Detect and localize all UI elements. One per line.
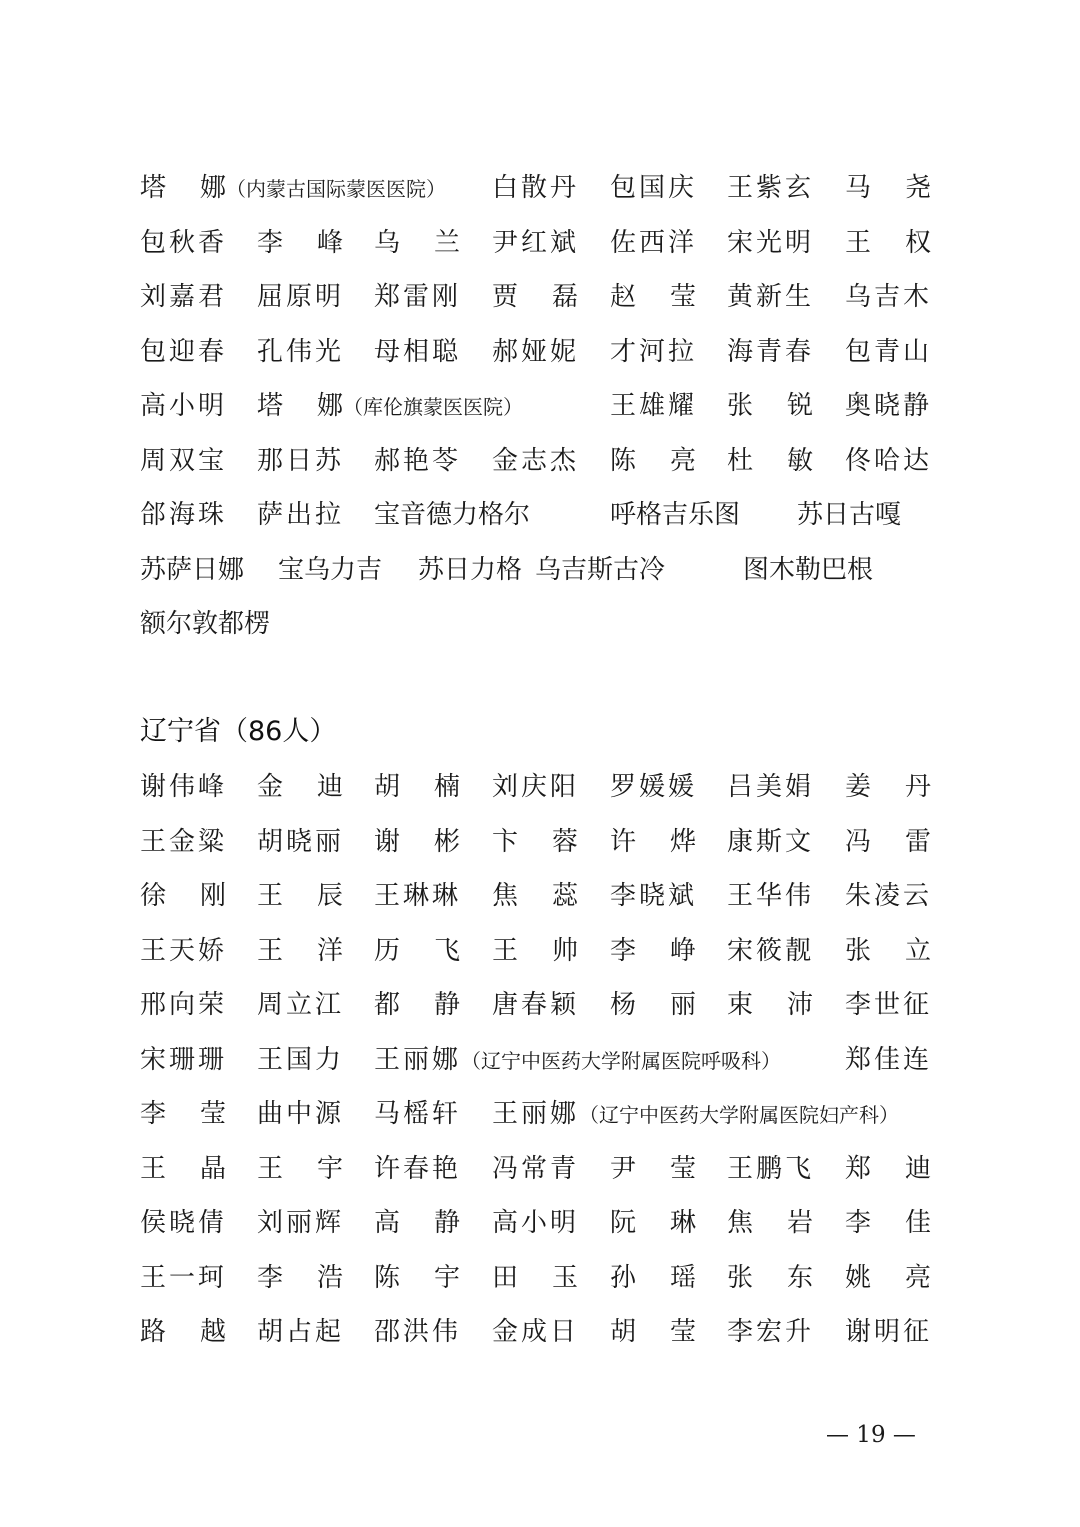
person-name-text: 路 越 (140, 1317, 226, 1347)
person-name (257, 1094, 344, 1134)
person-name-text: 金成日 (492, 1317, 580, 1347)
person-name (374, 985, 460, 1025)
person-name (727, 441, 813, 481)
person-name-text: 尹红斌 (492, 227, 580, 258)
person-name (610, 168, 697, 208)
person-name (727, 1149, 814, 1189)
person-name (727, 931, 814, 971)
person-name (140, 1203, 227, 1243)
person-name (492, 441, 579, 481)
person-name-text: 王 晶 (140, 1153, 226, 1184)
person-name-text: 包青山 (845, 336, 933, 367)
person-name-text: 李 峥 (610, 935, 696, 966)
person-name (257, 386, 523, 427)
person-name (845, 1258, 931, 1298)
person-name (257, 1203, 344, 1243)
person-name-text: 王 洋 (257, 935, 343, 966)
person-name-text: 郑雷刚 (374, 282, 462, 312)
person-name-text: 尹 莹 (610, 1153, 696, 1184)
person-name (492, 277, 578, 317)
person-name-text: 朱凌云 (845, 881, 933, 911)
person-name-text: 王丽娜 (374, 1044, 462, 1075)
person-name-text: 杨 丽 (610, 990, 696, 1020)
person-name (140, 386, 227, 426)
person-name-text: 杜 敏 (727, 445, 813, 476)
person-name (727, 1312, 814, 1352)
person-name (492, 822, 578, 862)
person-name-text: 王华伟 (727, 881, 815, 911)
affiliation-note: （库伦旗蒙医医院） (343, 395, 523, 419)
person-name (492, 876, 578, 916)
person-name-text: 乌吉木 (845, 282, 933, 312)
person-name-text: 包秋香 (140, 227, 228, 258)
person-name (492, 1312, 579, 1352)
person-name (610, 767, 697, 807)
person-name (257, 767, 343, 807)
person-name (610, 985, 696, 1025)
person-name (610, 441, 696, 481)
person-name-text: 郑 迪 (845, 1153, 931, 1184)
person-name-text: 黄新生 (727, 282, 815, 312)
person-name (140, 767, 227, 807)
person-name (727, 822, 814, 862)
person-name-text: 包迎春 (140, 336, 228, 367)
person-name (257, 1040, 344, 1080)
person-name (492, 223, 579, 263)
person-name (140, 931, 227, 971)
person-name-text: 金志杰 (492, 445, 580, 476)
person-name-text: 李宏升 (727, 1317, 815, 1347)
person-name-text: 那日苏 (257, 445, 345, 476)
person-name (374, 441, 461, 481)
person-name (278, 550, 382, 590)
person-name (257, 1149, 343, 1189)
person-name (610, 1258, 696, 1298)
person-name (845, 822, 931, 862)
person-name (492, 332, 579, 372)
person-name-text: 高小明 (140, 391, 228, 421)
person-name (845, 386, 932, 426)
person-name-text: 历 飞 (374, 935, 460, 966)
person-name-text: 陈 亮 (610, 445, 696, 476)
person-name (374, 1203, 460, 1243)
person-name-text: 宋珊珊 (140, 1044, 228, 1075)
person-name-text: 郝娅妮 (492, 336, 580, 367)
person-name-text: 张 立 (845, 935, 931, 966)
person-name-text: 胡 莹 (610, 1317, 696, 1347)
person-name-text: 邢向荣 (140, 990, 228, 1020)
person-name (610, 876, 697, 916)
person-name-text: 王鹏飞 (727, 1153, 815, 1184)
section-heading-liaoning: 辽宁省（86人） (140, 716, 337, 747)
person-name (140, 985, 227, 1025)
person-name (140, 604, 270, 644)
person-name (610, 223, 697, 263)
person-name (140, 1040, 227, 1080)
person-name (727, 277, 814, 317)
person-name (140, 1094, 226, 1134)
person-name (845, 1040, 932, 1080)
person-name (845, 277, 932, 317)
person-name (743, 550, 873, 590)
person-name (610, 931, 696, 971)
person-name-text: 胡 楠 (374, 772, 460, 802)
person-name (845, 1312, 932, 1352)
person-name-text: 苏萨日娜 (140, 554, 245, 585)
person-name-text: 塔 娜 (140, 173, 226, 203)
person-name (374, 277, 461, 317)
person-name (418, 550, 522, 590)
person-name (257, 1312, 344, 1352)
affiliation-note: （内蒙古国际蒙医医院） (226, 177, 446, 201)
person-name-text: 佐西洋 (610, 227, 698, 258)
person-name (140, 441, 227, 481)
person-name (140, 1312, 226, 1352)
person-name-text: 李 佳 (845, 1208, 931, 1238)
person-name-text: 刘庆阳 (492, 772, 580, 802)
person-name (610, 277, 696, 317)
person-name (374, 1149, 461, 1189)
person-name-text: 周双宝 (140, 445, 228, 476)
person-name (374, 1312, 461, 1352)
person-name-text: 宝音德力格尔 (374, 500, 531, 530)
person-name (257, 985, 344, 1025)
person-name (492, 1094, 899, 1135)
person-name-text: 宝乌力吉 (278, 554, 383, 585)
person-name-text: 侯晓倩 (140, 1208, 228, 1238)
person-name-text: 姚 亮 (845, 1262, 931, 1293)
person-name-text: 刘嘉君 (140, 282, 228, 312)
page-number: — 19 — (826, 1422, 916, 1448)
person-name-text: 冯常青 (492, 1153, 580, 1184)
person-name-text: 许春艳 (374, 1153, 462, 1184)
person-name (610, 386, 697, 426)
person-name (535, 550, 665, 590)
person-name-text: 王琳琳 (374, 881, 462, 911)
person-name-text: 焦 蕊 (492, 881, 578, 911)
person-name (492, 1203, 579, 1243)
person-name (374, 332, 461, 372)
person-name (257, 495, 344, 535)
person-name-text: 田 玉 (492, 1262, 578, 1293)
person-name-text: 金 迪 (257, 772, 343, 802)
person-name (727, 332, 814, 372)
person-name-text: 郝艳苓 (374, 445, 462, 476)
person-name-text: 宋筱靓 (727, 935, 815, 966)
person-name-text: 张 锐 (727, 391, 813, 421)
person-name-text: 孔伟光 (257, 336, 345, 367)
person-name (845, 168, 931, 208)
person-name-text: 呼格吉乐图 (610, 500, 741, 530)
person-name (140, 876, 226, 916)
person-name-text: 乌吉斯古冷 (535, 554, 666, 585)
person-name (140, 168, 446, 209)
person-name-text: 王 帅 (492, 935, 578, 966)
person-name (257, 822, 344, 862)
person-name-text: 王紫玄 (727, 173, 815, 203)
person-name (845, 931, 931, 971)
person-name-text: 马 尧 (845, 173, 931, 203)
person-name (257, 931, 343, 971)
person-name-text: 奥晓静 (845, 391, 933, 421)
person-name (845, 441, 932, 481)
person-name-text: 陈 宇 (374, 1262, 460, 1293)
person-name-text: 塔 娜 (257, 391, 343, 421)
person-name (374, 1258, 460, 1298)
person-name-text: 佟哈达 (845, 445, 933, 476)
person-name (140, 550, 244, 590)
person-name-text: 李世征 (845, 990, 933, 1020)
person-name-text: 母相聪 (374, 336, 462, 367)
person-name (140, 1258, 227, 1298)
person-name-text: 吕美娟 (727, 772, 815, 802)
person-name-text: 高小明 (492, 1208, 580, 1238)
person-name (727, 1258, 813, 1298)
person-name-text: 徐 刚 (140, 881, 226, 911)
affiliation-note: （辽宁中医药大学附属医院妇产科） (579, 1103, 900, 1127)
person-name-text: 谢 彬 (374, 826, 460, 857)
person-name (845, 876, 932, 916)
person-name-text: 才河拉 (610, 336, 698, 367)
person-name-text: 王雄耀 (610, 391, 698, 421)
person-name-text: 邵洪伟 (374, 1317, 462, 1347)
person-name (492, 767, 579, 807)
person-name-text: 姜 丹 (845, 772, 931, 802)
person-name (727, 386, 813, 426)
person-name-text: 郃海珠 (140, 500, 228, 530)
person-name-text: 阮 琳 (610, 1208, 696, 1238)
person-name (374, 223, 460, 263)
person-name (257, 277, 344, 317)
person-name-text: 马榣轩 (374, 1099, 462, 1129)
person-name (610, 1149, 696, 1189)
person-name-text: 王丽娜 (492, 1099, 580, 1129)
person-name (845, 767, 931, 807)
person-name-text: 李晓斌 (610, 881, 698, 911)
person-name (374, 767, 460, 807)
person-name-text: 张 东 (727, 1262, 813, 1293)
person-name-text: 白散丹 (492, 173, 580, 203)
person-name-text: 王天娇 (140, 935, 228, 966)
person-name (727, 985, 813, 1025)
person-name-text: 赵 莹 (610, 282, 696, 312)
person-name (727, 767, 814, 807)
person-name (140, 1149, 226, 1189)
person-name (727, 168, 814, 208)
person-name-text: 束 沛 (727, 990, 813, 1020)
person-name (610, 1312, 696, 1352)
person-name (257, 223, 343, 263)
person-name (610, 495, 740, 535)
person-name (797, 495, 901, 535)
person-name-text: 高 静 (374, 1208, 460, 1238)
person-name-text: 王国力 (257, 1044, 345, 1075)
person-name (374, 876, 461, 916)
person-name (845, 223, 931, 263)
person-name (140, 332, 227, 372)
person-name-text: 海青春 (727, 336, 815, 367)
person-name (610, 822, 696, 862)
person-name (845, 332, 932, 372)
person-name-text: 包国庆 (610, 173, 698, 203)
person-name (727, 223, 814, 263)
person-name-text: 胡占起 (257, 1317, 345, 1347)
person-name (610, 1203, 696, 1243)
person-name-text: 唐春颖 (492, 990, 580, 1020)
person-name (492, 1149, 579, 1189)
person-name-text: 苏日古嘎 (797, 500, 902, 530)
person-name-text: 焦 岩 (727, 1208, 813, 1238)
person-name (257, 332, 344, 372)
person-name-text: 周立江 (257, 990, 345, 1020)
person-name-text: 王 权 (845, 227, 931, 258)
person-name (845, 1203, 931, 1243)
person-name (845, 985, 932, 1025)
person-name (374, 1094, 461, 1134)
person-name-text: 萨出拉 (257, 500, 345, 530)
person-name-text: 李 莹 (140, 1099, 226, 1129)
person-name (374, 1040, 781, 1081)
person-name-text: 孙 瑶 (610, 1262, 696, 1293)
person-name-text: 康斯文 (727, 826, 815, 857)
person-name-text: 额尔敦都楞 (140, 609, 271, 639)
person-name (374, 931, 460, 971)
person-name-text: 胡晓丽 (257, 826, 345, 857)
person-name (140, 495, 227, 535)
person-name (374, 495, 530, 535)
affiliation-note: （辽宁中医药大学附属医院呼吸科） (461, 1048, 782, 1073)
person-name (845, 1149, 931, 1189)
person-name-text: 许 烨 (610, 826, 696, 857)
person-name (140, 277, 227, 317)
person-name-text: 王 辰 (257, 881, 343, 911)
person-name-text: 刘丽辉 (257, 1208, 345, 1238)
person-name-text: 王一珂 (140, 1262, 228, 1293)
person-name (140, 822, 227, 862)
person-name (610, 332, 697, 372)
person-name (492, 168, 579, 208)
person-name-text: 李 浩 (257, 1262, 343, 1293)
person-name-text: 都 静 (374, 990, 460, 1020)
person-name-text: 乌 兰 (374, 227, 460, 258)
person-name-text: 贾 磊 (492, 282, 578, 312)
person-name (257, 1258, 343, 1298)
person-name (492, 931, 578, 971)
person-name (140, 223, 227, 263)
person-name-text: 王 宇 (257, 1153, 343, 1184)
person-name-text: 王金粱 (140, 826, 228, 857)
person-name-text: 卞 蓉 (492, 826, 578, 857)
person-name-text: 曲中源 (257, 1099, 345, 1129)
person-name-text: 苏日力格 (418, 554, 523, 585)
person-name-text: 谢伟峰 (140, 772, 228, 802)
person-name-text: 冯 雷 (845, 826, 931, 857)
person-name-text: 屈原明 (257, 282, 345, 312)
person-name (727, 1203, 813, 1243)
person-name (374, 822, 460, 862)
person-name (727, 876, 814, 916)
person-name (492, 985, 579, 1025)
person-name-text: 谢明征 (845, 1317, 933, 1347)
person-name (492, 1258, 578, 1298)
person-name-text: 宋光明 (727, 227, 815, 258)
person-name-text: 郑佳连 (845, 1044, 933, 1075)
person-name-text: 图木勒巴根 (743, 554, 874, 585)
person-name (257, 441, 344, 481)
person-name-text: 李 峰 (257, 227, 343, 258)
person-name-text: 罗媛媛 (610, 772, 698, 802)
person-name (257, 876, 343, 916)
